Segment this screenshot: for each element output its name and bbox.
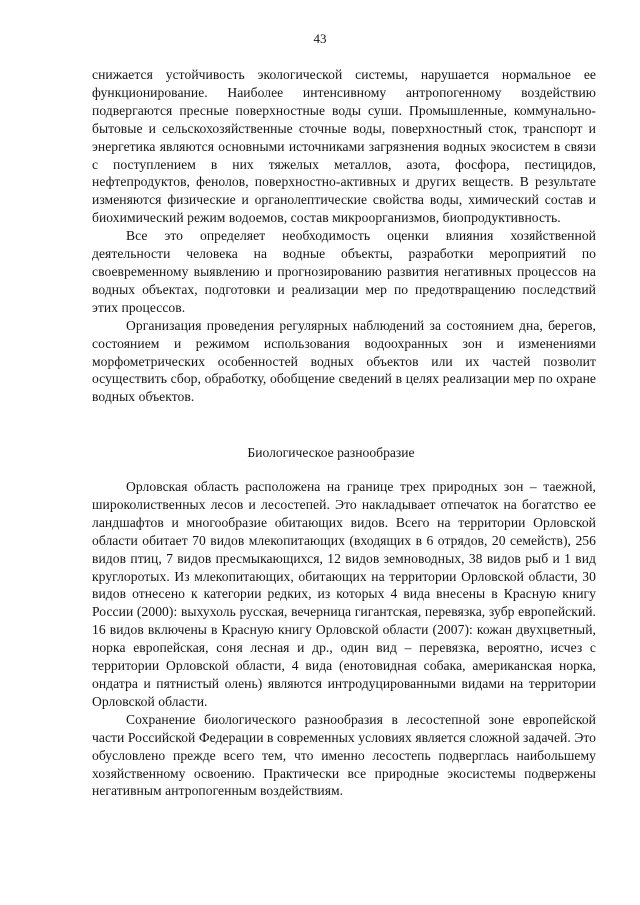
- paragraph: Организация проведения регулярных наблюдений за состоянием дна, берегов, состоянием и режимом использования водоохранных зон и изменениями морфометрических особенностей водных объектов или их частей позволит осуществить сбор, обработку, обобщение сведений в целях реализации мер по охране водных объектов.: [92, 317, 596, 405]
- section-heading: Биологическое разнообразие: [247, 445, 415, 460]
- text-block-top: [92, 66, 596, 406]
- page-number: 43: [313, 31, 327, 46]
- paragraph: Орловская область расположена на границе трех природных зон – таежной, широколиственных лесов и лесостепей. Это накладывает отпечаток на богатство ее ландшафтов и многообразие обитающих видов. Всего на территории Орловской области обитает 70 видов млекопитающих (входящих в 6 отрядов, 20 семейств), 256 видов птиц, 7 видов пресмыкающихся, 12 видов земноводных, 38 видов рыб и 1 вид круглоротых. Из млекопитающих, обитающих на территории Орловской области, 30 видов отнесено к категории редких, из которых 4 вида внесены в Красную книгу России (2000): выхухоль русская, вечерница гигантская, перевязка, зубр европейский. 16 видов включены в Красную книгу Орловской области (2007): кожан двухцветный, норка европейская, соня лесная и др., один вид – перевязка, вероятно, исчез с территории Орловской области, 4 вида (енотовидная собака, американская норка, ондатра и пятнистый олень) являются интродуцированными видами на территории Орловской области.: [92, 479, 596, 709]
- text-block-bottom: [92, 478, 596, 800]
- paragraph: Все это определяет необходимость оценки влияния хозяйственной деятельности человека на водные объекты, разработки мероприятий по своевременному выявлению и прогнозированию развития негативных процессов на водных объектах, подготовки и реализации мер по предотвращению последствий этих процессов.: [92, 228, 596, 315]
- paragraph: Сохранение биологического разнообразия в лесостепной зоне европейской части Российской Федерации в современных условиях является сложной задачей. Это обусловлено прежде всего тем, что именно лесостепь подверглась наибольшему хозяйственному освоению. Практически все природные экосистемы подвержены негативным антропогенным воздействиям.: [92, 711, 596, 799]
- paragraph: снижается устойчивость экологической системы, нарушается нормальное ее функционирование. Наиболее интенсивному антропогенному воздействию подвергаются пресные поверхностные воды суши. Промышленные, коммунально-бытовые и сельскохозяйственные сточные воды, поверхностный сток, транспорт и энергетика являются основными источниками загрязнения водных экосистем в связи с поступлением в них тяжелых металлов, азота, фосфора, пестицидов, нефтепродуктов, фенолов, поверхностно-активных и других веществ. В результате изменяются физические и органолептические свойства воды, химический состав и биохимический режим водоемов, состав микроорганизмов, биопродуктивность.: [92, 67, 596, 226]
